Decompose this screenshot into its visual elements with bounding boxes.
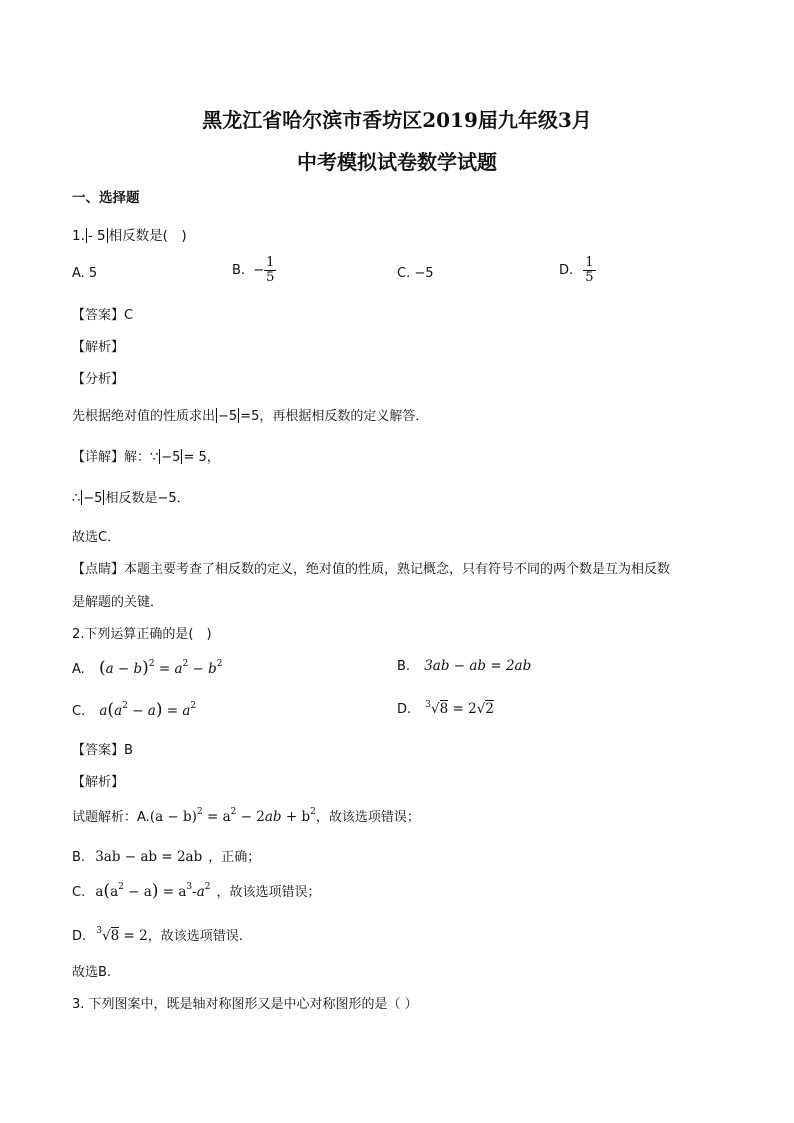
question-1-fenxi-text <box>72 405 428 424</box>
detail-abs-value: −5 <box>161 450 181 465</box>
detail-text-pre: 【详解】解：∵ <box>72 450 159 465</box>
therefore-abs-value: −5 <box>83 491 103 506</box>
option-d-fraction <box>583 256 595 285</box>
question-1-therefore <box>72 487 190 506</box>
q2-option-c-expression: $a(a^2 - a) = a^2$ <box>99 700 197 720</box>
question-1-analysis-tag: 【解析】 <box>72 340 125 355</box>
option-b-label: B. <box>232 263 246 278</box>
document-title-line2: 中考模拟试卷数学试题 <box>297 150 497 174</box>
question-2-answer-tag: 【答案】B <box>72 743 133 758</box>
question-3-stem: 3. 下列图案中，既是轴对称图形又是中心对称图形的是（ ） <box>72 997 418 1012</box>
q2-option-a-expression: $(a - b)^2 = a^2 - b^2$ <box>98 658 223 678</box>
solution-c-label: C. <box>72 885 86 900</box>
question-1-detail <box>72 446 220 465</box>
detail-text-post: = 5， <box>183 450 220 465</box>
solution-a-expression: $(a - b)^2 = a^2 - 2ab + b^2$ <box>149 807 316 825</box>
fenxi-abs-value: −5 <box>218 409 238 424</box>
question-1-option-d <box>559 256 596 285</box>
question-1-stem-text: 相反数是( ) <box>108 228 187 244</box>
question-1-stem <box>72 224 187 244</box>
q2-option-a-label: A. <box>72 662 85 677</box>
question-2-option-c <box>72 700 196 720</box>
therefore-text-post: 相反数是−5． <box>105 491 190 506</box>
question-2-solution-c <box>72 881 321 901</box>
question-1-option-b <box>232 256 276 285</box>
solution-d-expression: $^3$√8 = 2 <box>96 926 148 944</box>
question-1-option-a: A. 5 <box>72 266 98 281</box>
question-1-abs-value: - 5 <box>87 228 106 244</box>
question-2-stem: 2.下列运算正确的是( ) <box>72 627 212 642</box>
question-2-analysis-tag: 【解析】 <box>72 775 125 790</box>
q2-option-b-label: B. <box>397 659 411 674</box>
q2-option-d-expression: $^3$√8 = 2√2 <box>425 700 494 717</box>
question-1-choose: 故选C． <box>72 530 121 545</box>
question-1-option-c: C. −5 <box>397 266 434 281</box>
option-b-numerator: 1 <box>266 255 275 270</box>
question-2-option-d <box>397 700 494 717</box>
q2-option-c-label: C. <box>72 704 86 719</box>
question-1-answer-tag: 【答案】C <box>72 308 134 323</box>
question-1-number: 1. <box>72 228 85 244</box>
solution-c-suffix: ，故该选项错误； <box>216 885 321 900</box>
question-1-comment-line2: 是解题的关键． <box>72 595 164 610</box>
option-d-label: D. <box>559 263 574 278</box>
question-2-option-a <box>72 658 223 678</box>
q2-option-d-label: D. <box>397 702 412 717</box>
question-1-comment-line1: 【点睛】本题主要考查了相反数的定义，绝对值的性质，熟记概念，只有符号不同的两个数是互为相反数 <box>72 562 671 577</box>
solution-c-expression: $a(a^2 - a) = a^3-a^2$ <box>95 881 211 901</box>
question-2-option-b <box>397 658 531 674</box>
solution-b-label: B. <box>72 850 86 865</box>
solution-b-suffix: ，正确； <box>208 850 261 865</box>
option-b-sign: − <box>253 263 265 278</box>
question-2-solution-b <box>72 846 260 865</box>
fenxi-text-pre: 先根据绝对值的性质求出 <box>72 409 216 424</box>
option-b-denominator: 5 <box>266 270 275 285</box>
question-2-choose: 故选B. <box>72 965 112 980</box>
question-1-fenxi-tag: 【分析】 <box>72 372 125 387</box>
solution-a-prefix: 试题解析：A. <box>72 810 150 825</box>
solution-a-suffix: ，故该选项错误； <box>315 810 420 825</box>
solution-d-suffix: ，故该选项错误. <box>147 929 243 944</box>
document-title-line1: 黑龙江省哈尔滨市香坊区2019届九年级3月 <box>202 108 592 132</box>
fenxi-text-post: =5，再根据相反数的定义解答． <box>240 409 429 424</box>
option-d-numerator: 1 <box>585 255 594 270</box>
solution-d-label: D. <box>72 929 87 944</box>
question-2-solution-d <box>72 925 243 944</box>
therefore-symbol: ∴ <box>72 491 81 506</box>
question-2-solution-a <box>72 806 420 825</box>
solution-b-expression: 3ab − ab = 2ab <box>95 849 203 865</box>
section-heading: 一、选择题 <box>72 190 140 206</box>
option-b-fraction <box>264 256 276 285</box>
q2-option-b-expression: 3ab − ab = 2ab <box>424 658 532 674</box>
option-d-denominator: 5 <box>585 270 594 285</box>
